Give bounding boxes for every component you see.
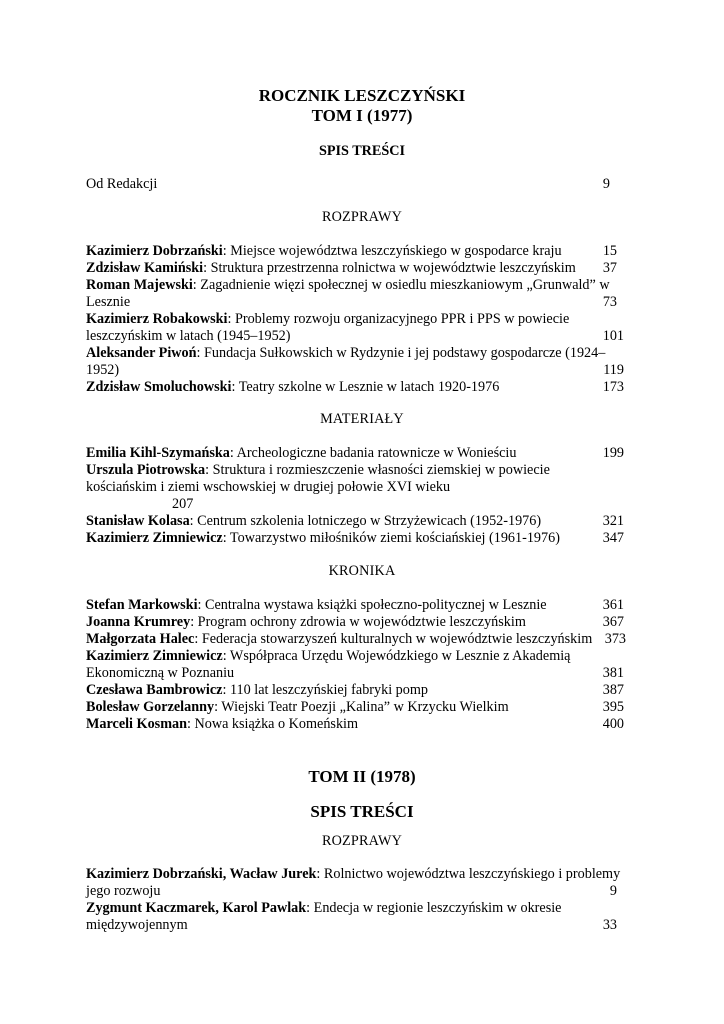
entry-title: : Federacja stowarzyszeń kulturalnych w województwie leszczyńskim <box>194 631 593 647</box>
entry-page: 15 <box>602 243 617 259</box>
entry-title: : 110 lat leszczyńskiej fabryki pomp <box>222 682 428 698</box>
entry-title: : Struktura przestrzenna rolnictwa w województwie leszczyńskim <box>203 260 576 276</box>
toc-entry <box>86 648 570 665</box>
entry-title-continuation: kościańskim i ziemi wschowskiej w drugiej połowie XVI wieku <box>86 479 451 495</box>
entry-author: Zdzisław Smoluchowski <box>86 379 232 395</box>
toc-entry <box>86 277 610 294</box>
entry-title: : Miejsce województwa leszczyńskiego w gospodarce kraju <box>222 243 562 259</box>
entry-author: Roman Majewski <box>86 277 193 293</box>
toc-entry <box>86 716 358 733</box>
entry-title: : Współpraca Urzędu Wojewódzkiego w Lesznie z Akademią <box>222 648 571 664</box>
entry-author: Emilia Kihl-Szymańska <box>86 445 230 461</box>
volume-1-title: TOM I (1977) <box>311 106 413 125</box>
entry-title: : Endecja w regionie leszczyńskim w okresie <box>306 900 562 916</box>
entry-page: 33 <box>602 917 617 933</box>
entry-title: : Wiejski Teatr Poezji „Kalina” w Krzycku Wielkim <box>214 699 509 715</box>
entry-title: : Centrum szkolenia lotniczego w Strzyżewicach (1952-1976) <box>189 513 542 529</box>
toc-entry <box>86 445 516 462</box>
toc-entry <box>86 597 547 614</box>
entry-page: 101 <box>602 328 624 344</box>
entry-page: 9 <box>609 883 617 899</box>
entry-author: Kazimierz Zimniewicz <box>86 530 223 546</box>
entry-title: : Fundacja Sułkowskich w Rydzynie i jej podstawy gospodarcze (1924– <box>196 345 606 361</box>
toc-1-title: SPIS TREŚCI <box>318 143 406 159</box>
entry-page: 381 <box>602 665 624 681</box>
entry-title-continuation: 1952) <box>86 362 120 378</box>
entry-page: 321 <box>602 513 624 529</box>
entry-author: Aleksander Piwoń <box>86 345 197 361</box>
entry-author: Marceli Kosman <box>86 716 188 732</box>
entry-author: Zygmunt Kaczmarek, Karol Pawlak <box>86 900 307 916</box>
entry-author: Urszula Piotrowska <box>86 462 206 478</box>
entry-page: 400 <box>602 716 624 732</box>
section-kronika: KRONIKA <box>328 563 396 579</box>
entry-page: 347 <box>602 530 624 546</box>
entry-title-continuation: międzywojennym <box>86 917 188 933</box>
entry-author: Kazimierz Dobrzański <box>86 243 223 259</box>
entry-author: Małgorzata Halec <box>86 631 195 647</box>
entry-title: : Zagadnienie więzi społecznej w osiedlu mieszkaniowym „Grunwald” w <box>192 277 610 293</box>
toc-entry <box>86 513 541 530</box>
entry-title: : Rolnictwo województwa leszczyńskiego i problemy <box>316 866 621 882</box>
entry-title: : Teatry szkolne w Lesznie w latach 1920-1976 <box>231 379 500 395</box>
section-rozprawy-1: ROZPRAWY <box>321 209 403 225</box>
toc-entry <box>86 260 576 277</box>
intro-page: 9 <box>602 176 610 192</box>
toc-entry <box>86 900 561 917</box>
entry-title-continuation: Ekonomiczną w Poznaniu <box>86 665 235 681</box>
entry-author: Bolesław Gorzelanny <box>86 699 215 715</box>
entry-author: Kazimierz Robakowski <box>86 311 228 327</box>
entry-page: 361 <box>602 597 624 613</box>
intro-title: Od Redakcji <box>86 176 158 192</box>
entry-page: 207 <box>172 496 194 512</box>
toc-entry <box>86 631 592 648</box>
section-rozprawy-2: ROZPRAWY <box>321 833 403 849</box>
toc-entry <box>86 379 499 396</box>
entry-page: 119 <box>603 362 624 378</box>
entry-title: : Centralna wystawa książki społeczno-politycznej w Lesznie <box>197 597 547 613</box>
entry-page: 395 <box>602 699 624 715</box>
toc-entry <box>86 614 526 631</box>
toc-entry <box>86 682 428 699</box>
entry-author: Stefan Markowski <box>86 597 198 613</box>
entry-author: Joanna Krumrey <box>86 614 191 630</box>
entry-title: : Nowa książka o Komeńskim <box>187 716 359 732</box>
toc-2-title: SPIS TREŚCI <box>310 802 414 821</box>
entry-title: : Towarzystwo miłośników ziemi kościańskiej (1961-1976) <box>222 530 560 546</box>
toc-entry <box>86 345 605 362</box>
toc-entry <box>86 530 560 547</box>
entry-page: 73 <box>602 294 617 310</box>
entry-author: Zdzisław Kamiński <box>86 260 204 276</box>
entry-title: : Archeologiczne badania ratownicze w Wonieściu <box>229 445 517 461</box>
entry-page: 387 <box>602 682 624 698</box>
toc-entry <box>86 311 569 328</box>
entry-page: 199 <box>602 445 624 461</box>
entry-page: 367 <box>602 614 624 630</box>
toc-entry <box>86 699 509 716</box>
entry-author: Stanisław Kolasa <box>86 513 190 529</box>
journal-title: ROCZNIK LESZCZYŃSKI <box>258 86 466 105</box>
entry-author: Kazimierz Dobrzański, Wacław Jurek <box>86 866 317 882</box>
entry-title-continuation: leszczyńskim w latach (1945–1952) <box>86 328 291 344</box>
entry-author: Czesława Bambrowicz <box>86 682 223 698</box>
entry-page: 373 <box>604 631 626 647</box>
entry-page: 173 <box>602 379 624 395</box>
toc-entry <box>86 462 550 479</box>
entry-title: : Struktura i rozmieszczenie własności ziemskiej w powiecie <box>205 462 550 478</box>
entry-page: 37 <box>602 260 617 276</box>
entry-title: : Problemy rozwoju organizacyjnego PPR i PPS w powiecie <box>227 311 570 327</box>
entry-title: : Program ochrony zdrowia w województwie leszczyńskim <box>190 614 526 630</box>
volume-2-title: TOM II (1978) <box>308 767 416 786</box>
toc-entry <box>86 866 620 883</box>
entry-author: Kazimierz Zimniewicz <box>86 648 223 664</box>
section-materialy: MATERIAŁY <box>320 411 404 427</box>
toc-entry <box>86 243 562 260</box>
entry-title-continuation: jego rozwoju <box>86 883 161 899</box>
entry-title-continuation: Lesznie <box>86 294 131 310</box>
